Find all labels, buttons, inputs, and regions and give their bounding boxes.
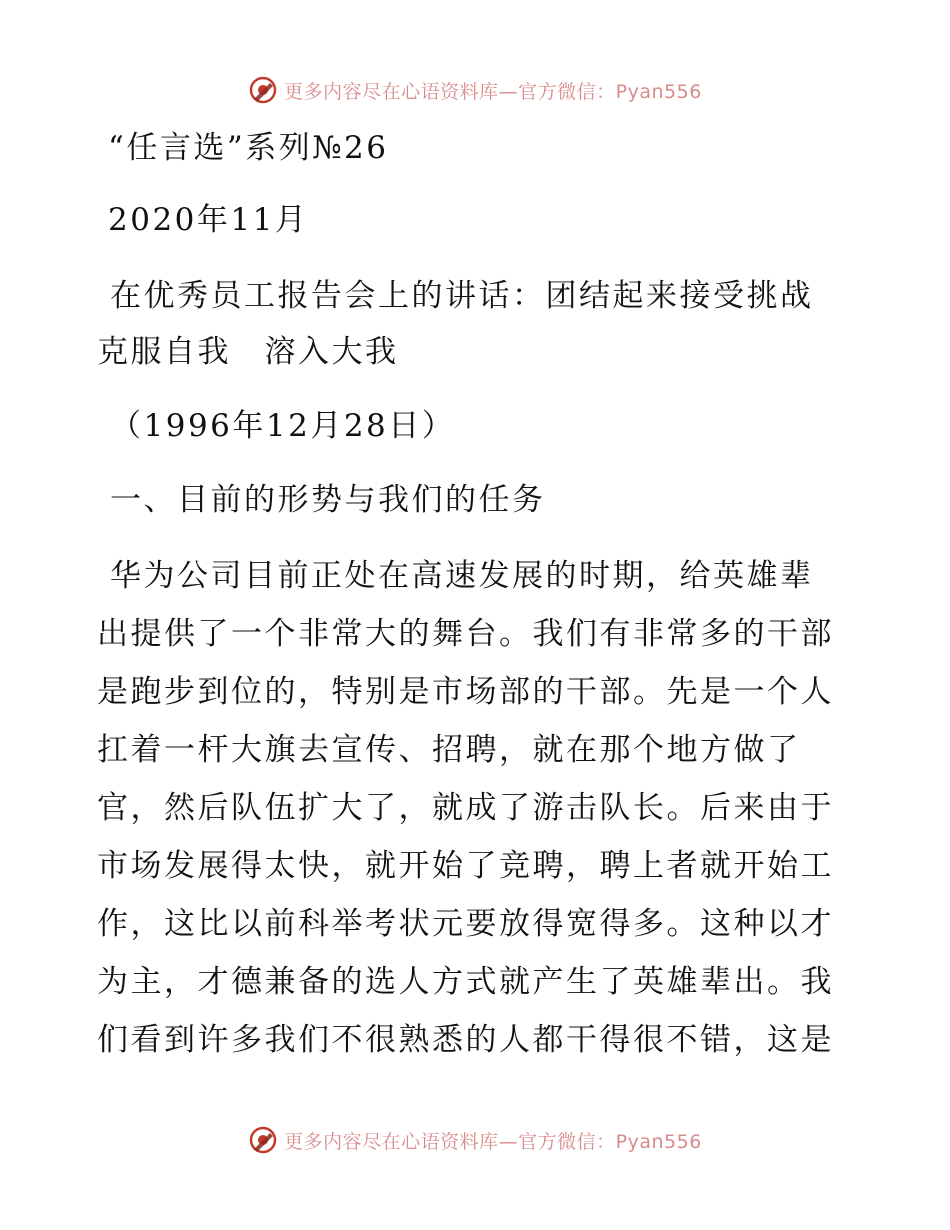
- speech-date: （1996年12月28日）: [110, 408, 456, 444]
- document-date: 2020年11月: [108, 202, 309, 238]
- header-banner-text: 更多内容尽在心语资料库—官方微信：Pyan556: [284, 80, 702, 103]
- footer-banner-text: 更多内容尽在心语资料库—官方微信：Pyan556: [284, 1130, 702, 1153]
- header-banner: [0, 70, 950, 110]
- paragraph-line: 为主，才德兼备的选人方式就产生了英雄辈出。我: [97, 964, 834, 1000]
- footer-banner: [0, 1120, 950, 1160]
- paragraph-line: 官，然后队伍扩大了，就成了游击队长。后来由于: [97, 790, 834, 826]
- series-label: “任言选”系列№26: [108, 130, 389, 166]
- paragraph-line: 们看到许多我们不很熟悉的人都干得很不错，这是: [97, 1022, 834, 1058]
- paragraph-line: 市场发展得太快，就开始了竞聘，聘上者就开始工: [97, 848, 834, 884]
- paragraph-line: 华为公司目前正处在高速发展的时期，给英雄辈: [110, 558, 814, 594]
- circle-pen-logo-icon: [248, 75, 278, 105]
- document-title-line-2: 克服自我 溶入大我: [97, 334, 399, 370]
- circle-pen-logo-icon: [248, 1125, 278, 1155]
- section-heading: 一、目前的形势与我们的任务: [110, 482, 546, 518]
- paragraph-line: 扛着一杆大旗去宣传、招聘，就在那个地方做了: [97, 732, 801, 768]
- document-title-line-1: 在优秀员工报告会上的讲话：团结起来接受挑战: [110, 278, 814, 314]
- paragraph-line: 作，这比以前科举考状元要放得宽得多。这种以才: [97, 906, 834, 942]
- paragraph-line: 是跑步到位的，特别是市场部的干部。先是一个人: [97, 674, 834, 710]
- paragraph-line: 出提供了一个非常大的舞台。我们有非常多的干部: [97, 616, 834, 652]
